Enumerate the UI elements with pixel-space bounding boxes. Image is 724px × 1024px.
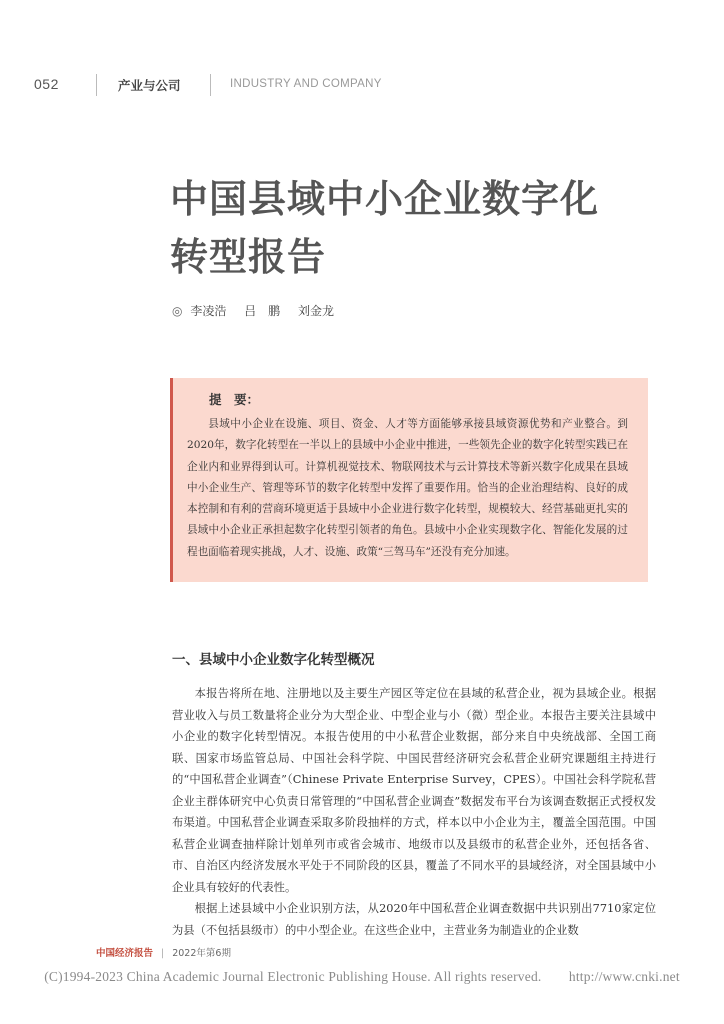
body-paragraph: 本报告将所在地、注册地以及主要生产园区等定位在县域的私营企业，视为县域企业。根据营业收入与员工数量将企业分为大型企业、中型企业与小（微）型企业。本报告主要关注县域中小企业的数字化转型情况。本报告使用的中小私营企业数据，部分来自中央统战部、全国工商联、国家市场监管总局、中国社会科学院、中国民营经济研究会私营企业研究课题组主持进行的“中国私营企业调查”（Chinese Private Enterprise Survey，CPES）。中国社会科学院私营企业主群体研究中心负责日常管理的“中国私营企业调查”数据发布平台为该调查数据正式授权发布渠道。中国私营企业调查采取多阶段抽样的方式，样本以中小企业为主，覆盖全国范围。中国私营企业调查抽样除计划单列市或省会城市、地级市以及县级市的私营企业外，还包括各省、市、自治区内经济发展水平处于不同阶段的区县，覆盖了不同水平的县域经济，对全国县域中小企业具有较好的代表性。	[172, 687, 656, 894]
body-paragraph: 根据上述县域中小企业识别方法，从2020年中国私营企业调查数据中共识别出7710家定位为县（不包括县级市）的中小型企业。在这些企业中，主营业务为制造业的企业数	[172, 902, 656, 937]
copyright-watermark: (C)1994-2023 China Academic Journal Electronic Publishing House. All rights reserved. http://www.cnki.net	[44, 969, 680, 984]
abstract-label: 提 要：	[209, 392, 260, 407]
running-header	[34, 74, 694, 96]
issue-info: 2022年第6期	[172, 948, 231, 959]
section-heading: 一、县域中小企业数字化转型概况	[172, 652, 375, 668]
header-divider	[210, 74, 211, 96]
author-mark: ◎	[172, 304, 183, 318]
page-number: 052	[34, 76, 59, 92]
journal-name: 中国经济报告	[96, 948, 154, 959]
article-title: 中国县域中小企业数字化转型报告	[170, 177, 600, 279]
abstract-box	[170, 378, 648, 582]
footer-separator: |	[161, 948, 165, 959]
author-line	[172, 302, 348, 319]
author-name: 李凌浩	[190, 304, 227, 318]
section-label-en: INDUSTRY AND COMPANY	[230, 78, 382, 90]
page-footer	[96, 945, 231, 959]
abstract-text: 县域中小企业在设施、项目、资金、人才等方面能够承接县域资源优势和产业整合。到2020年，数字化转型在一半以上的县域中小企业中推进，一些领先企业的数字化转型实践已在企业内和业界得到认可。计算机视觉技术、物联网技术与云计算技术等新兴数字化成果在县域中小企业生产、管理等环节的数字化转型中发挥了重要作用。恰当的企业治理结构、良好的成本控制和有利的营商环境更适于县域中小企业进行数字化转型，规模较大、经营基础更扎实的县域中小企业正承担起数字化转型引领者的角色。县域中小企业实现数字化、智能化发展的过程也面临着现实挑战，人才、设施、政策“三驾马车”还没有充分加速。	[187, 418, 628, 558]
header-divider	[96, 74, 97, 96]
body-text	[172, 683, 656, 941]
section-label-cn: 产业与公司	[118, 78, 181, 93]
author-name: 刘金龙	[298, 304, 335, 318]
author-name: 吕 鹏	[244, 304, 281, 318]
